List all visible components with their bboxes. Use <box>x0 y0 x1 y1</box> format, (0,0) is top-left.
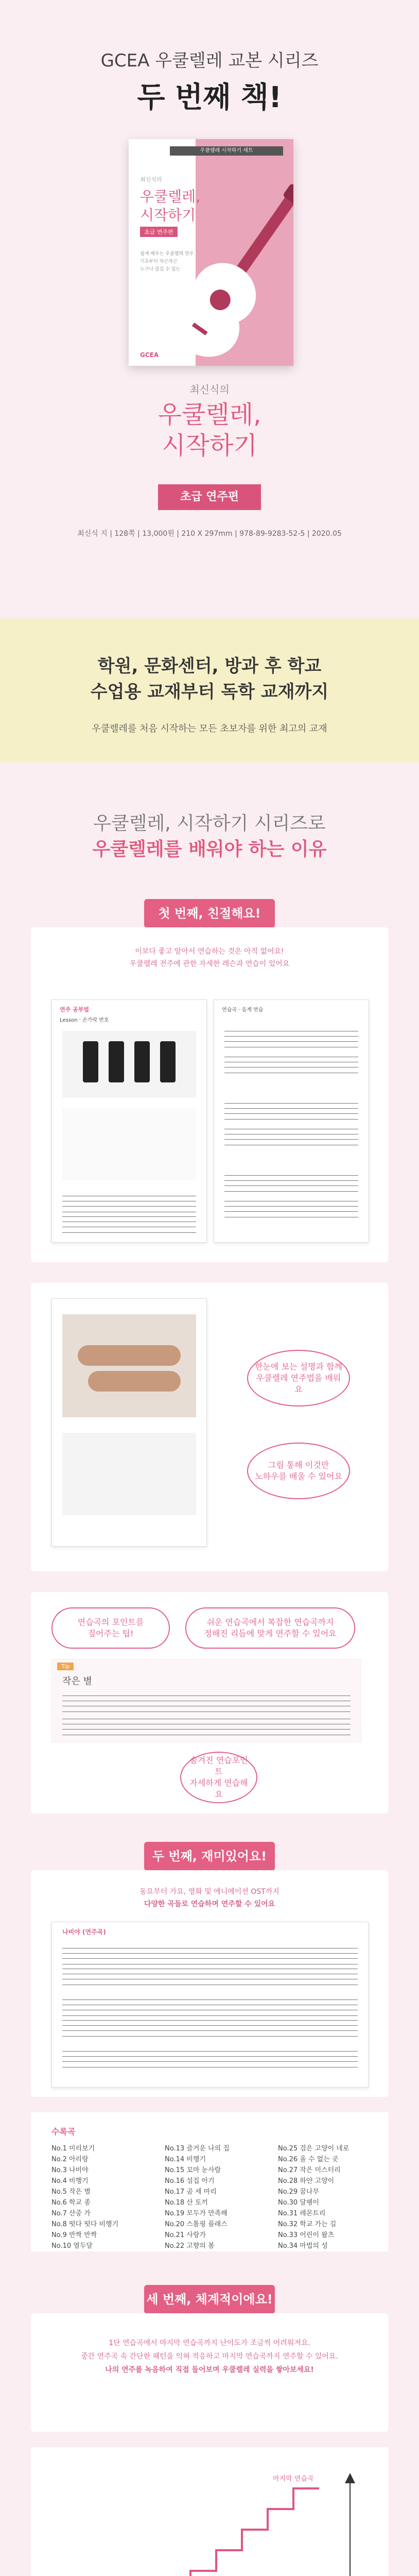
song-item: No.16 섬집 아기 <box>165 2177 215 2185</box>
book-line-2: 기초부터 차근차근 <box>140 259 178 264</box>
song-item: No.8 떳다 떳다 비행기 <box>51 2221 119 2228</box>
song-item: No.32 학교 가는 길 <box>278 2221 337 2228</box>
sample-page-right <box>214 999 369 1243</box>
song-item: No.6 학교 종 <box>51 2199 91 2207</box>
staff-line <box>224 1175 358 1192</box>
reason-3-card <box>31 2313 388 2432</box>
progress-stairs <box>31 2447 388 2576</box>
song-item: No.10 열두달 <box>51 2242 93 2250</box>
sample-page-2-heading: 연습곡 · 음계 연습 <box>222 1007 264 1013</box>
song-item: No.33 어린이 왈츠 <box>278 2231 335 2239</box>
book-line-3: 누구나 즐길 수 있는 <box>140 267 181 272</box>
book-title-line-2: 시작하기 <box>162 431 257 460</box>
score-panel <box>51 1659 361 1742</box>
panel-title: 작은 별 <box>62 1676 92 1687</box>
bubble-2-line-2: 노하우를 배울 수 있어요 <box>255 1471 342 1481</box>
fretboard-diagram <box>62 1031 196 1098</box>
hand-photo <box>62 1314 196 1417</box>
staff-line <box>224 1103 358 1120</box>
song-item: No.20 스톰핑 플래스 <box>165 2221 228 2228</box>
score-title: 나비야 (연주곡) <box>62 1928 106 1936</box>
bubble-1-line-2: 우쿨렐레 연주법을 배워요 <box>256 1373 341 1394</box>
reason-2-note-1: 동요부터 가요, 영화 및 애니메이션 OST까지 <box>139 1888 280 1896</box>
book-badge: 우쿨렐레 시작하기 세트 <box>170 146 283 156</box>
song-item: No.31 레몬트리 <box>278 2210 326 2217</box>
song-list-heading: 수록곡 <box>51 2127 76 2137</box>
song-list <box>31 2112 388 2251</box>
ukulele-illustration <box>185 170 293 366</box>
book-line-1: 쉽게 배우는 우쿨렐레 연주 <box>140 251 194 257</box>
bubble-4-line-2: 정해진 리듬에 맞게 연주할 수 있어요 <box>204 1629 337 1638</box>
song-item: No.28 하얀 고양이 <box>278 2177 335 2185</box>
song-list-col-1 <box>51 2143 118 2251</box>
bubble-4-line-1: 쉬운 연습곡에서 복잡한 연습곡까지 <box>206 1617 334 1627</box>
song-item: No.13 즐거운 나의 집 <box>165 2145 230 2153</box>
stairs-top-label: 마지막 연습곡 <box>273 2475 314 2483</box>
hero-headline: 두 번째 책! <box>137 81 282 114</box>
bubble-2-line-1: 그림 통해 이것만 <box>268 1460 329 1470</box>
book-title-2: 시작하기 <box>140 207 196 224</box>
song-item: No.4 비행기 <box>51 2177 89 2185</box>
book-title-line-1: 우쿨렐레, <box>158 400 261 429</box>
book-subtitle: 최신식의 <box>189 383 230 396</box>
reason-1-banner: 첫 번째, 친절해요! <box>144 899 275 928</box>
reason-3-banner: 세 번째, 체계적이에요! <box>144 2285 275 2314</box>
staff-line <box>224 1031 358 1047</box>
song-item: No.14 비행기 <box>165 2156 206 2163</box>
staff-line <box>62 2020 358 2037</box>
callout-bubble-4 <box>185 1607 355 1649</box>
book-small: 최신식의 <box>140 176 162 183</box>
staff-line <box>62 1196 196 1212</box>
song-item: No.19 모두가 만족해 <box>165 2210 228 2217</box>
staff-line <box>224 1201 358 1217</box>
song-item: No.15 꼬마 눈사람 <box>165 2166 221 2174</box>
reason-1-card-b <box>31 1283 388 1571</box>
callout-bubble-1 <box>247 1350 350 1406</box>
callout-bubble-2 <box>247 1443 350 1499</box>
bubble-3-line-1: 연습곡의 포인트를 <box>77 1617 144 1627</box>
song-item: No.34 마법의 성 <box>278 2242 328 2250</box>
song-item: No.1 미리보기 <box>51 2145 95 2153</box>
intro-line-2: 수업용 교재부터 독학 교재까지 <box>90 682 329 702</box>
panel-label: Tip <box>57 1663 74 1670</box>
reason-3-note-1: 1단 연습곡에서 마지막 연습곡까지 난이도가 조금씩 어려워져요. <box>109 2339 310 2347</box>
sample-page-heading: Lesson · 손가락 번호 <box>60 1018 109 1023</box>
score-page <box>51 1922 369 2088</box>
intro-line-1: 학원, 문화센터, 방과 후 학교 <box>97 656 322 676</box>
bubble-5-line-2: 자세하게 연습해요 <box>189 1778 248 1799</box>
song-item: No.30 달팽이 <box>278 2199 319 2207</box>
book-cover <box>129 139 293 366</box>
staff-line <box>62 1696 351 1712</box>
song-item: No.9 반짝 반짝 <box>51 2231 97 2239</box>
reason-3-note <box>31 2336 388 2377</box>
staff-line <box>62 1969 358 1985</box>
callout-bubble-5 <box>180 1752 257 1803</box>
reason-1-card-c <box>31 1592 388 1814</box>
song-item: No.25 검은 고양이 네로 <box>278 2145 350 2153</box>
song-item: No.5 작은 별 <box>51 2188 91 2196</box>
bubble-5-line-1: 숨겨진 연습포인트 <box>189 1755 248 1776</box>
reasons-title-1: 우쿨렐레, 시작하기 시리즈로 <box>93 813 326 834</box>
hand-photo-2 <box>62 1433 196 1515</box>
bubble-1-line-1: 한눈에 보는 설명과 함께 <box>255 1362 342 1371</box>
reason-1-note <box>31 945 388 970</box>
staff-line <box>62 1719 351 1735</box>
reason-3-note-2: 중간 연주곡 속 간단한 패턴을 익혀 적응하고 마지막 연습곡까지 연주할 수 있어요. <box>81 2352 338 2361</box>
book-tag: 초급 연주편 <box>140 227 178 237</box>
song-list-col-3 <box>278 2143 349 2251</box>
edition-pill: 초급 연주편 <box>158 484 261 510</box>
reason-1-note-1: 이보다 좋고 알아서 연습하는 것은 아직 없어요! <box>135 947 284 956</box>
song-item: No.22 고향의 봄 <box>165 2242 215 2250</box>
song-item: No.7 산중 가 <box>51 2210 91 2217</box>
song-list-col-2 <box>165 2143 230 2251</box>
reason-2-banner: 두 번째, 재미있어요! <box>144 1842 275 1871</box>
staff-line <box>62 2051 358 2067</box>
song-item: No.26 올 수 없는 곳 <box>278 2156 339 2163</box>
song-item: No.17 곰 세 마리 <box>165 2188 217 2196</box>
reason-2-note <box>31 1886 388 1910</box>
intro-section <box>0 618 419 762</box>
stairs-graphic <box>31 2447 388 2576</box>
staff-line <box>224 1057 358 1073</box>
reason-2-note-2: 다양한 곡들로 연습하며 연주할 수 있어요 <box>144 1900 275 1908</box>
song-item: No.27 작은 미스터리 <box>278 2166 341 2174</box>
bubble-3-line-2: 짚어주는 팁! <box>88 1629 134 1638</box>
book-info: 최신식 지 | 128쪽 | 13,000원 | 210 X 297mm | 978-89-9283-52-5 | 2020.05 <box>77 530 342 538</box>
song-item: No.18 산 토끼 <box>165 2199 208 2207</box>
sample-page-photo <box>51 1298 207 1547</box>
sample-page-left <box>51 999 207 1243</box>
staff-line <box>62 1948 358 1964</box>
chord-chart <box>62 1108 196 1180</box>
intro-small: 우쿨렐레를 처음 시작하는 모든 초보자를 위한 최고의 교재 <box>92 723 327 734</box>
reasons-title-2: 우쿨렐레를 배워야 하는 이유 <box>92 839 327 860</box>
reason-1-card-a <box>31 927 388 1262</box>
song-item: No.21 사랑가 <box>165 2231 206 2239</box>
song-item: No.3 나비야 <box>51 2166 89 2174</box>
song-item: No.2 아리랑 <box>51 2156 89 2163</box>
sample-page-title: 연주 공부법 <box>60 1006 89 1013</box>
reasons-section <box>0 762 419 2576</box>
reason-2-card <box>31 1870 388 2097</box>
reason-1-note-2: 우쿨렐레 전주에 관한 자세한 레슨과 연습이 있어요 <box>129 960 290 968</box>
song-item: No.29 꿈나무 <box>278 2188 319 2196</box>
staff-line <box>224 1129 358 1145</box>
series-label: GCEA 우쿨렐레 교본 시리즈 <box>100 50 319 71</box>
book-title <box>0 399 419 461</box>
hero-section <box>0 0 419 618</box>
book-title-1: 우쿨렐레, <box>140 188 201 205</box>
reason-3-note-3: 나의 연주를 녹음하여 직접 들어보며 우쿨렐레 실력을 쌓아보세요! <box>105 2366 314 2374</box>
book-publisher: GCEA <box>140 351 159 359</box>
staff-line <box>62 1999 358 2016</box>
staff-line <box>62 1216 196 1233</box>
callout-bubble-3 <box>51 1607 170 1649</box>
